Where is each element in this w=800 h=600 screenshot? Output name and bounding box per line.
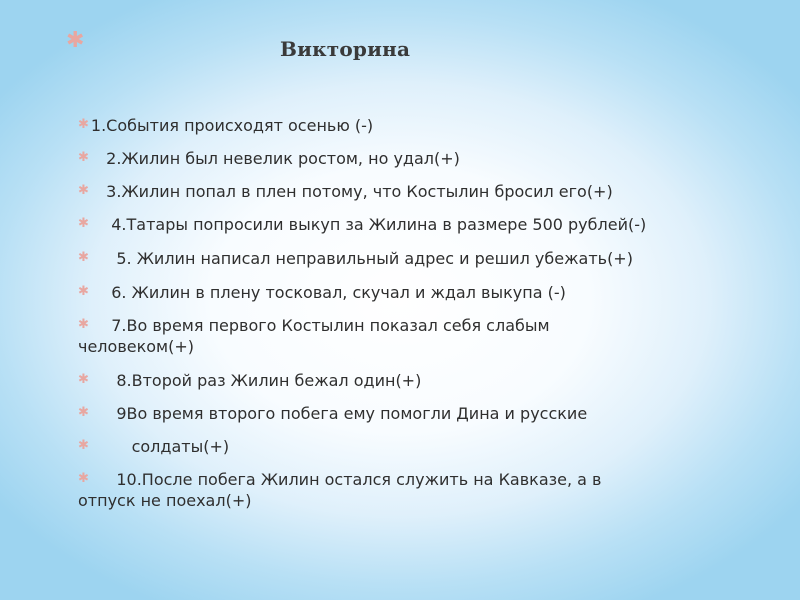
list-item-4 xyxy=(78,214,646,238)
list-item-text: 2.Жилин был невелик ростом, но удал(+) xyxy=(106,149,460,168)
list-item-text: 1.События происходят осенью (-) xyxy=(90,116,374,135)
bullet-icon: ✱ xyxy=(78,405,89,420)
indent xyxy=(91,316,111,335)
list-item-6 xyxy=(78,282,566,306)
list-item-text: 8.Второй раз Жилин бежал один(+) xyxy=(116,371,422,390)
list-item-1 xyxy=(78,115,373,139)
bullet-icon: ✱ xyxy=(78,250,89,265)
slide-title: Викторина xyxy=(280,37,411,61)
indent xyxy=(91,215,111,234)
bullet-icon: ✱ xyxy=(78,117,89,132)
list-item-5 xyxy=(78,248,633,272)
list-item-7-continuation: человеком(+) xyxy=(78,337,194,356)
list-item-3 xyxy=(78,181,613,205)
indent xyxy=(91,437,132,456)
list-item-10 xyxy=(78,436,229,460)
bullet-icon: ✱ xyxy=(78,216,89,231)
list-item-text: 4.Татары попросили выкуп за Жилина в размере 500 рублей(-) xyxy=(111,215,647,234)
indent xyxy=(91,149,106,168)
list-item-text: 3.Жилин попал в плен потому, что Костылин бросил его(+) xyxy=(106,182,613,201)
indent xyxy=(91,249,116,268)
indent xyxy=(91,182,106,201)
list-item-text: 7.Во время первого Костылин показал себя слабым xyxy=(111,316,550,335)
list-item-text: 9Во время второго побега ему помогли Дина и русские xyxy=(116,404,588,423)
bullet-icon: ✱ xyxy=(78,284,89,299)
indent xyxy=(91,404,116,423)
bullet-icon: ✱ xyxy=(78,150,89,165)
list-item-2 xyxy=(78,148,460,172)
list-item-9 xyxy=(78,403,587,427)
bullet-icon: ✱ xyxy=(78,183,89,198)
indent xyxy=(91,470,116,489)
bullet-icon: ✱ xyxy=(78,438,89,453)
bullet-icon: ✱ xyxy=(78,317,89,332)
bullet-icon: ✱ xyxy=(78,471,89,486)
list-item-text: солдаты(+) xyxy=(131,437,230,456)
list-item-8 xyxy=(78,370,421,394)
list-item-text: 6. Жилин в плену тосковал, скучал и ждал выкупа (-) xyxy=(111,283,566,302)
list-item-text: 5. Жилин написал неправильный адрес и решил убежать(+) xyxy=(116,249,633,268)
indent xyxy=(91,283,111,302)
indent xyxy=(91,371,116,390)
title-bullet-icon: ✱ xyxy=(66,28,85,53)
list-item-11-continuation: отпуск не поехал(+) xyxy=(78,491,252,510)
list-item-text: 10.После побега Жилин остался служить на Кавказе, а в xyxy=(116,470,602,489)
bullet-icon: ✱ xyxy=(78,372,89,387)
